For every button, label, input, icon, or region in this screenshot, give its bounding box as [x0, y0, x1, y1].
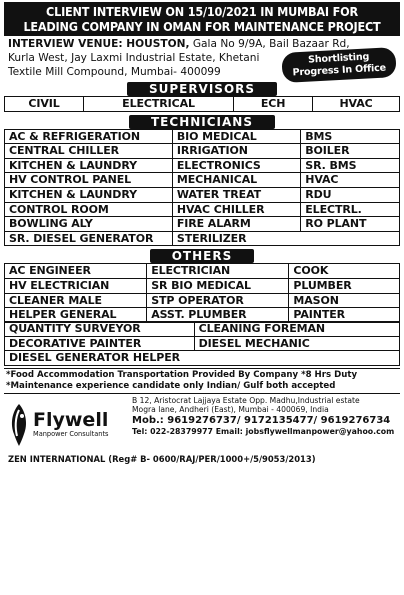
position-cell: IRRIGATION — [172, 144, 300, 159]
position-cell: SR. BMS — [301, 158, 400, 173]
table-row — [5, 322, 400, 337]
badge-line-1: Shortlisting — [307, 51, 370, 66]
others-heading — [4, 249, 400, 263]
position-cell: CLEANER MALE — [5, 293, 147, 308]
contact-block — [128, 396, 400, 454]
headline-line-2: LEADING COMPANY IN OMAN FOR MAINTENANCE PROJECT — [23, 19, 381, 34]
flywell-logo-icon — [8, 402, 30, 448]
others-heading-label: OTHERS — [150, 249, 255, 263]
position-cell: SR. DIESEL GENERATOR — [5, 231, 173, 246]
table-row — [5, 173, 400, 188]
position-cell: QUANTITY SURVEYOR — [5, 322, 195, 337]
position-cell: ELECTRICAL — [84, 97, 234, 112]
position-cell: HELPER GENERAL — [5, 308, 147, 323]
position-cell: AC ENGINEER — [5, 264, 147, 279]
position-cell: WATER TREAT — [172, 187, 300, 202]
supervisors-heading — [4, 82, 400, 96]
others-table-pairs — [4, 321, 400, 366]
position-cell: DECORATIVE PAINTER — [5, 336, 195, 351]
position-cell: RDU — [301, 187, 400, 202]
position-cell: KITCHEN & LAUNDRY — [5, 158, 173, 173]
table-row — [5, 202, 400, 217]
position-cell: DIESEL GENERATOR HELPER — [5, 351, 400, 366]
venue-address-2: Kurla West, Jay Laxmi Industrial Estate, Khetani — [8, 52, 260, 64]
position-cell: ELECTRONICS — [172, 158, 300, 173]
position-cell: ASST. PLUMBER — [147, 308, 289, 323]
company-logo — [4, 396, 128, 454]
table-row — [5, 187, 400, 202]
position-cell: PLUMBER — [289, 278, 400, 293]
table-row — [5, 264, 400, 279]
company-name: Flywell — [33, 409, 109, 431]
mobile-numbers: Mob.: 9619276737/ 9172135477/ 9619276734 — [132, 414, 391, 426]
position-cell: PAINTER — [289, 308, 400, 323]
registration-line: ZEN INTERNATIONAL (Reg# B- 0600/RAJ/PER/1000+/5/9053/2013) — [8, 454, 316, 464]
position-cell: MASON — [289, 293, 400, 308]
technicians-heading — [4, 115, 400, 129]
technicians-table — [4, 129, 400, 247]
position-cell: BIO MEDICAL — [172, 129, 300, 144]
position-cell: STP OPERATOR — [147, 293, 289, 308]
table-row — [5, 308, 400, 323]
table-row — [5, 231, 400, 246]
position-cell: HVAC CHILLER — [172, 202, 300, 217]
position-cell: ELECTRICIAN — [147, 264, 289, 279]
supervisors-table — [4, 96, 400, 112]
position-cell: SR BIO MEDICAL — [147, 278, 289, 293]
technicians-heading-label: TECHNICIANS — [129, 115, 275, 129]
position-cell: FIRE ALARM — [172, 217, 300, 232]
position-cell: CONTROL ROOM — [5, 202, 173, 217]
headline-line-1: CLIENT INTERVIEW ON 15/10/2021 IN MUMBAI FOR — [46, 4, 358, 19]
table-row — [5, 293, 400, 308]
table-row — [5, 97, 400, 112]
headline — [4, 2, 400, 36]
position-cell: HV CONTROL PANEL — [5, 173, 173, 188]
position-cell: CIVIL — [5, 97, 84, 112]
venue-label: INTERVIEW VENUE: HOUSTON, — [8, 38, 190, 50]
company-tagline: Manpower Consultants — [33, 430, 109, 438]
note-line-1: *Food Accommodation Transportation Provided By Company *8 Hrs Duty — [6, 370, 358, 380]
telephone-email: Tel: 022-28379977 Email: jobsflywellmanpower@yahoo.com — [132, 426, 395, 436]
supervisors-heading-label: SUPERVISORS — [127, 82, 277, 96]
table-row — [5, 129, 400, 144]
position-cell: KITCHEN & LAUNDRY — [5, 187, 173, 202]
position-cell: AC & REFRIGERATION — [5, 129, 173, 144]
position-cell: ECH — [234, 97, 313, 112]
position-cell: ELECTRL. — [301, 202, 400, 217]
position-cell: HVAC — [313, 97, 400, 112]
position-cell: BOILER — [301, 144, 400, 159]
shortlisting-badge — [281, 47, 396, 83]
company-footer — [4, 396, 400, 454]
address-line-2: Mogra lane, Andheri (East), Mumbai - 400069, India — [132, 405, 329, 415]
position-cell: COOK — [289, 264, 400, 279]
badge-line-2: Progress In Office — [292, 62, 387, 79]
position-cell: BMS — [301, 129, 400, 144]
position-cell: BOWLING ALY — [5, 217, 173, 232]
terms-notes — [4, 368, 400, 394]
venue-address-1: Gala No 9/9A, Bail Bazaar Rd, — [189, 38, 350, 50]
position-cell: HVAC — [301, 173, 400, 188]
position-cell: CENTRAL CHILLER — [5, 144, 173, 159]
table-row — [5, 144, 400, 159]
table-row — [5, 158, 400, 173]
position-cell: HV ELECTRICIAN — [5, 278, 147, 293]
table-row — [5, 278, 400, 293]
venue-address-3: Textile Mill Compound, Mumbai- 400099 — [8, 66, 221, 78]
interview-venue — [4, 36, 400, 82]
table-row — [5, 336, 400, 351]
position-cell: CLEANING FOREMAN — [194, 322, 399, 337]
note-line-2: *Maintenance experience candidate only Indian/ Gulf both accepted — [6, 381, 336, 391]
table-row — [5, 351, 400, 366]
position-cell: RO PLANT — [301, 217, 400, 232]
others-table — [4, 263, 400, 322]
position-cell: DIESEL MECHANIC — [194, 336, 399, 351]
position-cell: STERILIZER — [172, 231, 399, 246]
position-cell: MECHANICAL — [172, 173, 300, 188]
table-row — [5, 217, 400, 232]
address-line-1: B 12, Aristocrat Lajjaya Estate Opp. Madhu,Industrial estate — [132, 396, 360, 405]
